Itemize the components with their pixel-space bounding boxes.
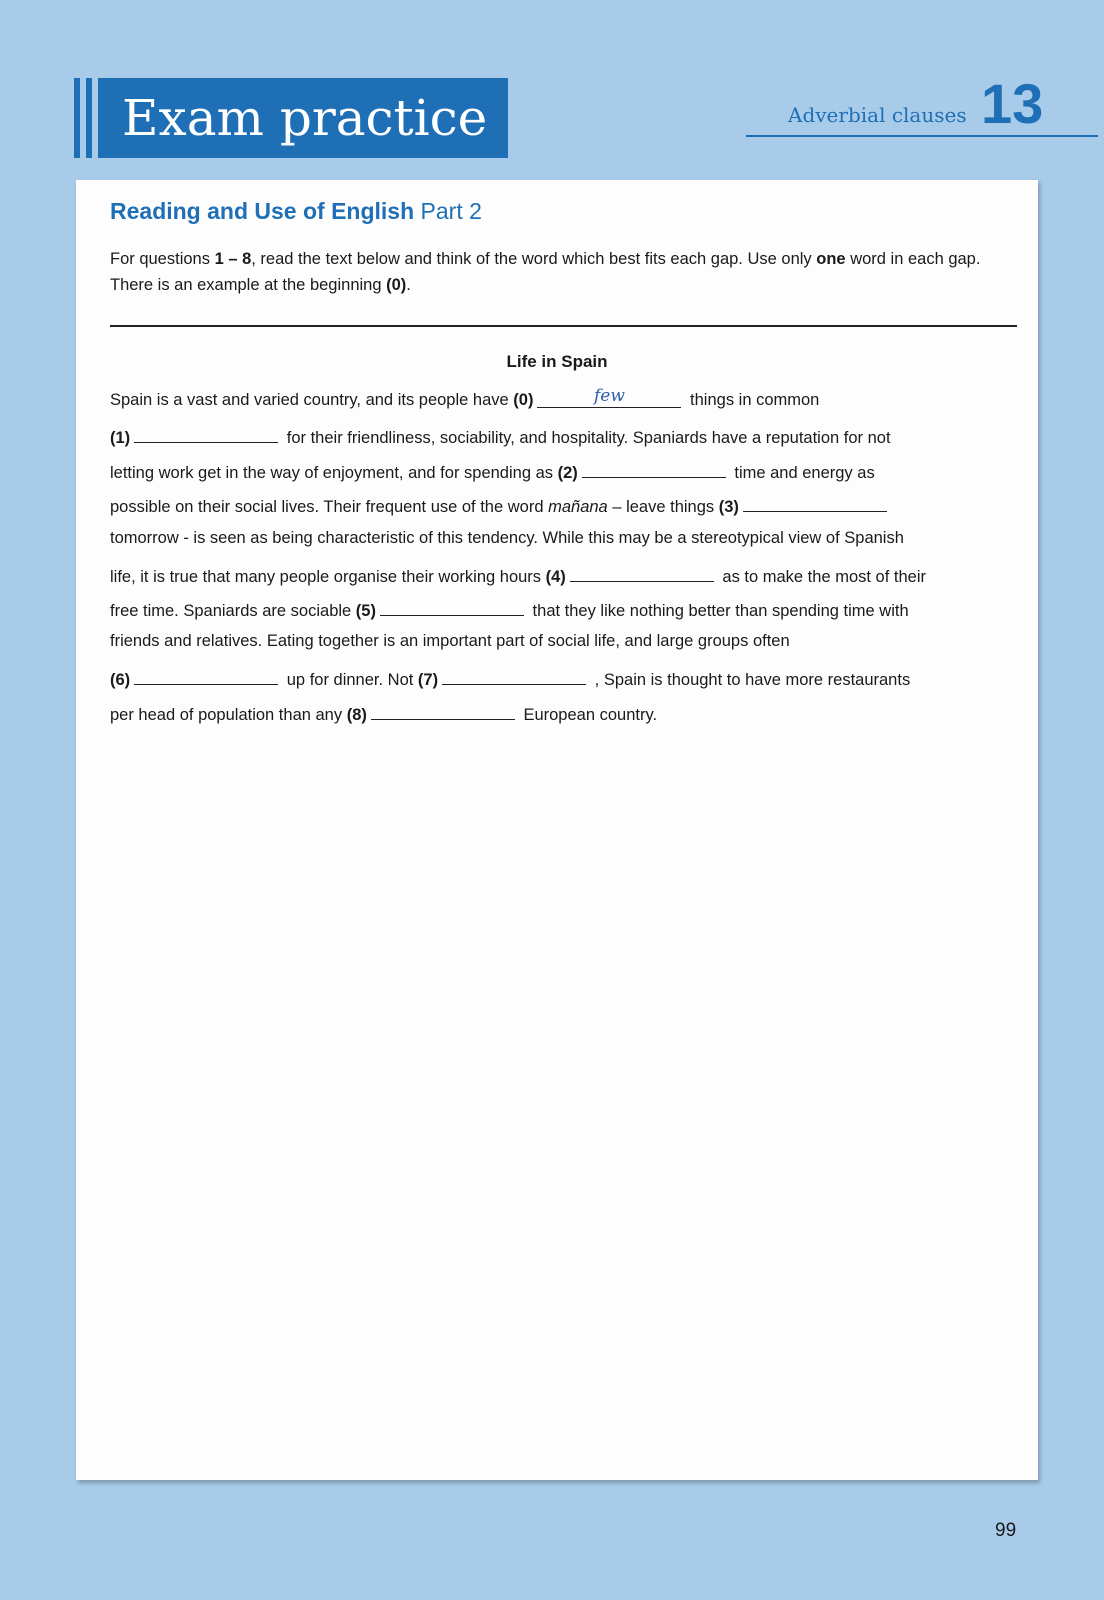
text-segment: things in common — [685, 391, 820, 409]
text-line-1 — [110, 386, 820, 410]
gap-number-4: (4) — [545, 568, 566, 586]
text-segment: per head of population than any — [110, 706, 347, 724]
text-line-9 — [110, 667, 910, 690]
gap-number-0: (0) — [513, 391, 534, 409]
gap-7-input[interactable] — [442, 667, 586, 685]
text-line-7 — [110, 598, 909, 621]
instructions-text: , read the text below and think of the word which best fits each gap. Use only — [251, 250, 817, 268]
example-answer: few — [594, 386, 625, 406]
text-segment: , Spain is thought to have more restaurants — [590, 671, 911, 689]
text-segment: – leave things — [607, 498, 719, 516]
text-segment: time and energy as — [729, 464, 875, 482]
gap-0 — [537, 386, 681, 408]
text-segment: European country. — [518, 706, 658, 724]
instructions-example-ref: (0) — [386, 276, 407, 294]
gap-number-2: (2) — [557, 464, 578, 482]
text-segment: that they like nothing better than spending time with — [527, 602, 909, 620]
gap-8-input[interactable] — [371, 702, 515, 720]
text-segment: Spain is a vast and varied country, and its people have — [110, 391, 514, 409]
instructions-text: For questions — [110, 250, 215, 268]
text-line-5: tomorrow - is seen as being characteristic of this tendency. While this may be a stereotypical view of Spanish — [110, 529, 904, 547]
text-line-2 — [110, 425, 891, 448]
instructions-text: word in each gap. There is an example at the beginning — [110, 250, 981, 294]
gap-3-input[interactable] — [743, 494, 887, 512]
header-bar-right — [86, 78, 92, 158]
text-segment: possible on their social lives. Their frequent use of the word — [110, 498, 549, 516]
text-line-10 — [110, 702, 657, 725]
gap-number-5: (5) — [355, 602, 376, 620]
section-title-part: Part 2 — [420, 198, 482, 224]
gap-5-input[interactable] — [380, 598, 524, 616]
page-title: Exam practice — [98, 78, 508, 158]
gap-number-6: (6) — [110, 671, 131, 689]
gap-1-input[interactable] — [134, 425, 278, 443]
text-segment: for their friendliness, sociability, and hospitality. Spaniards have a reputation for not — [282, 429, 891, 447]
exercise-card — [76, 180, 1038, 1480]
page-number: 99 — [995, 1520, 1017, 1541]
section-title — [110, 198, 482, 225]
italic-word: mañana — [548, 498, 608, 516]
section-title-bold: Reading and Use of English — [110, 198, 415, 224]
gap-6-input[interactable] — [134, 667, 278, 685]
text-segment: free time. Spaniards are sociable — [110, 602, 356, 620]
text-line-6 — [110, 564, 926, 587]
text-line-8: friends and relatives. Eating together is an important part of social life, and large groups often — [110, 632, 790, 650]
gap-4-input[interactable] — [570, 564, 714, 582]
gap-number-8: (8) — [346, 706, 367, 724]
text-line-4 — [110, 494, 891, 517]
text-segment: letting work get in the way of enjoyment, and for spending as — [110, 464, 558, 482]
instructions-text: . — [406, 276, 411, 294]
text-segment: up for dinner. Not — [282, 671, 418, 689]
text-line-3 — [110, 460, 875, 483]
text-segment: life, it is true that many people organise their working hours — [110, 568, 546, 586]
unit-divider — [746, 135, 1098, 137]
divider-rule — [110, 325, 1017, 327]
header-bar-left — [74, 78, 80, 158]
instructions — [110, 246, 1015, 298]
gap-number-7: (7) — [417, 671, 439, 689]
text-title: Life in Spain — [506, 352, 608, 371]
gap-number-1: (1) — [110, 429, 131, 447]
text-segment: as to make the most of their — [717, 568, 926, 586]
unit-label: Adverbial clauses — [788, 103, 967, 127]
instructions-emphasis: one — [816, 250, 846, 268]
instructions-range: 1 – 8 — [214, 250, 252, 268]
gap-2-input[interactable] — [582, 460, 726, 478]
unit-number: 13 — [981, 72, 1044, 135]
gap-number-3: (3) — [718, 498, 739, 516]
